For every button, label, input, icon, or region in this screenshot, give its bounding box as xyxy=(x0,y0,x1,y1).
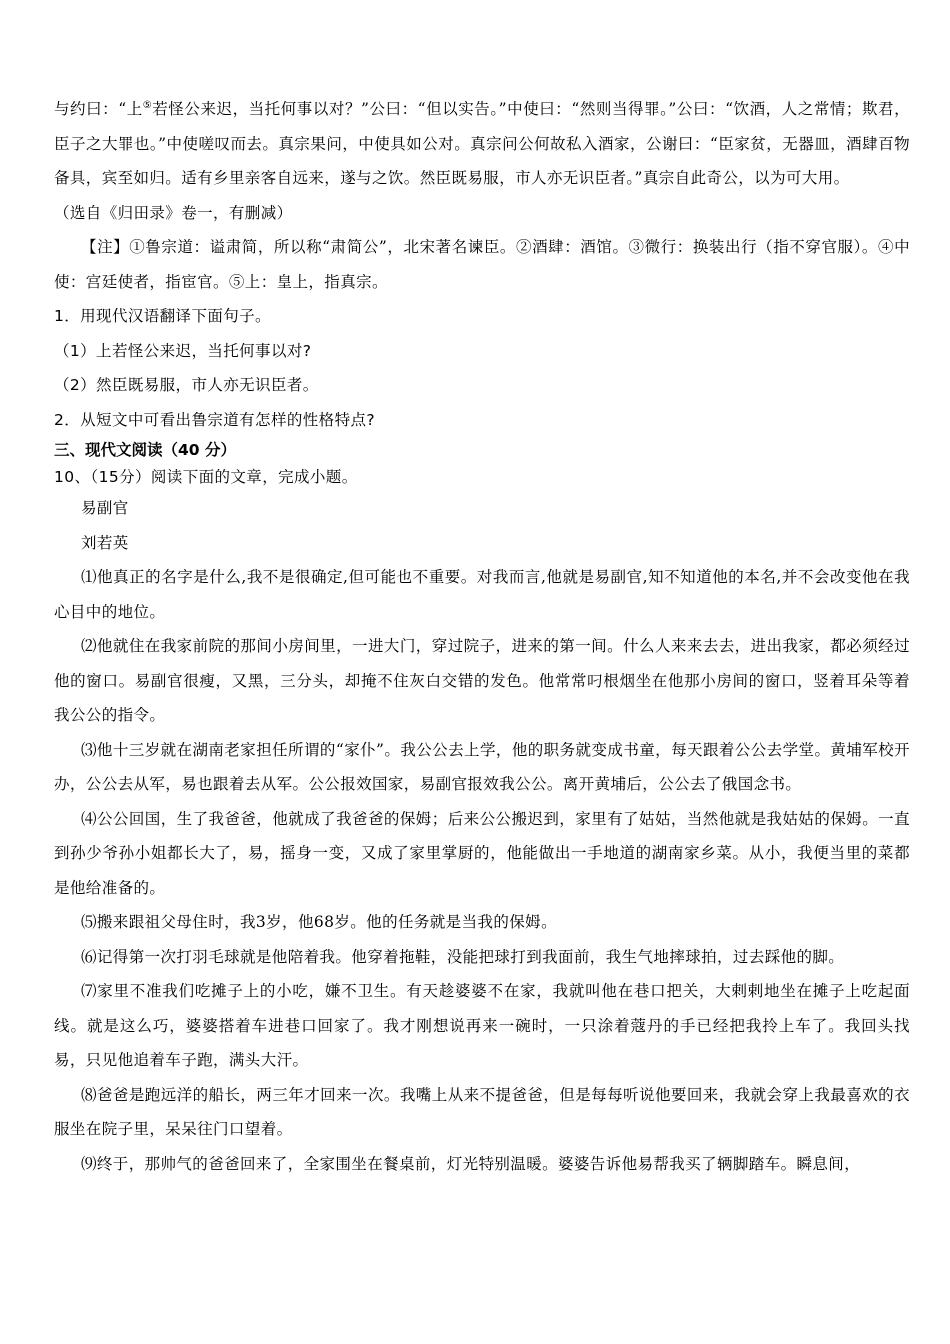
section-heading: 三、现代文阅读（40 分） xyxy=(54,441,236,459)
question-1-2: （2）然臣既易服，市人亦无识臣者。 xyxy=(54,376,319,394)
article-paragraph-4: ⑷公公回国，生了我爸爸，他就成了我爸爸的保姆；后来公公搬迟到，家里有了姑姑，当然他就是我姑姑的保姆。一直到孙少爷孙小姐都长大了，易，摇身一变，又成了家里掌厨的，他能做出一手地道的湖南家乡菜。从小，我便当里的菜都是他给准备的。 xyxy=(54,809,910,897)
article-paragraph-5: ⑸搬来跟祖父母住时，我3岁，他68岁。他的任务就是当我的保姆。 xyxy=(81,913,557,931)
passage-paragraph xyxy=(54,92,910,196)
article-paragraph-6: ⑹记得第一次打羽毛球就是他陪着我。他穿着拖鞋，没能把球打到我面前，我生气地摔球拍，过去踩他的脚。 xyxy=(81,947,845,966)
question-2: 2．从短文中可看出鲁宗道有怎样的性格特点? xyxy=(54,410,375,429)
article-paragraph-7: ⑺家里不准我们吃摊子上的小吃，嫌不卫生。有天趁婆婆不在家，我就叫他在巷口把关，大剌剌地坐在摊子上吃起面线。就是这么巧，婆婆搭着车进巷口回家了。我才刚想说再来一碗时，一只涂着蔻丹的手已经把我拎上车了。我回头找易，只见他追着车子跑，满头大汗。 xyxy=(54,982,910,1069)
question-1: 1．用现代汉语翻译下面句子。 xyxy=(54,307,271,325)
footnote-marker: ⑤ xyxy=(142,99,153,111)
article-author: 刘若英 xyxy=(81,533,129,552)
article-paragraph-8: ⑻爸爸是跑远洋的船长，两三年才回来一次。我嘴上从来不提爸爸，但是每每听说他要回来，我就会穿上我最喜欢的衣服坐在院子里，呆呆往门口望着。 xyxy=(54,1085,910,1138)
article-paragraph-2: ⑵他就住在我家前院的那间小房间里，一进大门，穿过院子，进来的第一间。什么人来来去去，进出我家，都必须经过他的窗口。易副官很瘦，又黑，三分头，却掩不住灰白交错的发色。他常常叼根烟坐在他那小房间的窗口，竖着耳朵等着我公公的指令。 xyxy=(54,637,910,724)
article-paragraph-3: ⑶他十三岁就在湖南老家担任所谓的“家仆”。我公公去上学，他的职务就变成书童，每天跟着公公去学堂。黄埔军校开办，公公去从军，易也跟着去从军。公公报效国家，易副官报效我公公。离开黄埔后，公公去了俄国念书。 xyxy=(54,740,910,793)
article-title: 易副官 xyxy=(81,499,129,517)
document-page xyxy=(54,92,910,1181)
text-run: 若怪公来迟，当托何事以对？”公曰：“但以实告。”中使曰：“然则当得罪。”公曰：“饮酒，人之常情；欺君，臣子之大罪也。”中使嗟叹而去。真宗果问，中使具如公对。真宗问公何故私入酒家，公谢曰：“臣家贫，无器皿，酒肆百物备具，宾至如归。适有乡里亲客自远来，遂与之饮。然臣既易服，市人亦无识臣者。”真宗自此奇公，以为可大用。 xyxy=(54,100,911,187)
question-1-1: （1）上若怪公来迟，当托何事以对? xyxy=(54,341,312,360)
question-10: 10、（15分）阅读下面的文章，完成小题。 xyxy=(54,468,358,486)
article-paragraph-9: ⑼终于，那帅气的爸爸回来了，全家围坐在餐桌前，灯光特别温暖。婆婆告诉他易帮我买了辆脚踏车。瞬息间， xyxy=(81,1154,861,1173)
source-citation: （选自《归田录》卷一，有删减） xyxy=(54,203,293,222)
text-run: 与约曰：“上 xyxy=(54,100,143,118)
article-paragraph-1: ⑴他真正的名字是什么,我不是很确定,但可能也不重要。对我而言,他就是易副官,知不知道他的本名,并不会改变他在我心目中的地位。 xyxy=(54,568,910,621)
annotation-note: 【注】①鲁宗道：谥肃简，所以称“肃简公”，北宋著名谏臣。②酒肆：酒馆。③微行：换装出行（指不穿官服）。④中使：宫廷使者，指宦官。⑤上：皇上，指真宗。 xyxy=(54,238,910,291)
